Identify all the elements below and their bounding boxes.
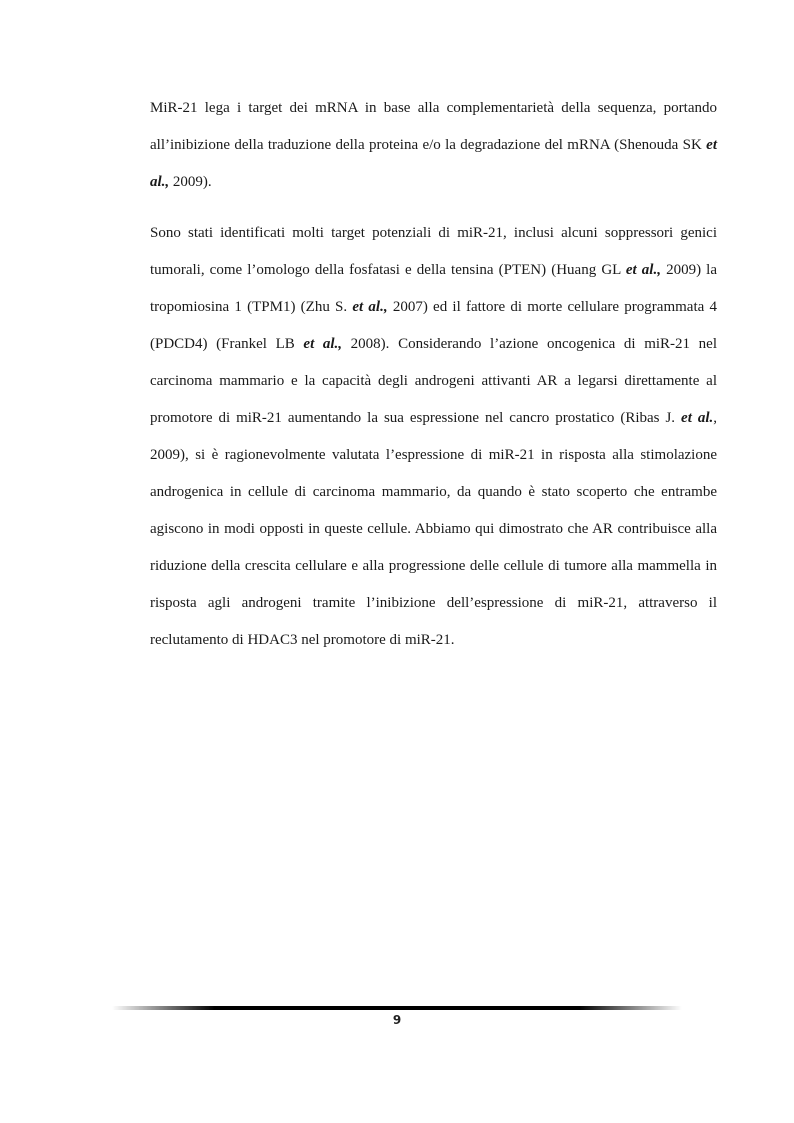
citation-et-al: et al.,	[150, 137, 717, 190]
citation-et-al: et al.,	[625, 262, 661, 278]
text-segment: 2008). Considerando l’azione oncogenica di miR-21 nel carcinoma mammario e la capacità degli androgeni attivanti AR a legarsi direttamente al promotore di miR-21 aumentando la sua espressione nel cancro prostatico (Ribas J.	[150, 336, 717, 426]
citation-et-al: et al.	[681, 410, 714, 426]
page-number: 9	[392, 1013, 402, 1027]
text-segment: Sono stati identificati molti target potenziali di miR-21, inclusi alcuni soppressori genici tumorali, come l’omologo della fosfatasi e della tensina (PTEN) (Huang GL	[150, 225, 717, 278]
paragraph-2	[150, 215, 717, 659]
citation-et-al: et al.,	[352, 299, 388, 315]
citation-et-al: et al.,	[303, 336, 343, 352]
text-segment: 2007) ed il fattore di morte cellulare programmata 4 (PDCD4) (Frankel LB	[150, 299, 717, 352]
text-segment: MiR-21 lega i target dei mRNA in base alla complementarietà della sequenza, portando all’inibizione della traduzione della proteina e/o la degradazione del mRNA (Shenouda SK	[150, 100, 717, 153]
paragraph-1	[150, 90, 717, 201]
text-segment: 2009) la tropomiosina 1 (TPM1) (Zhu S.	[150, 262, 717, 315]
body-text	[150, 90, 717, 673]
footer-divider	[112, 1006, 682, 1010]
text-segment: 2009).	[169, 174, 212, 190]
text-segment: , 2009), si è ragionevolmente valutata l’espressione di miR-21 in risposta alla stimolazione androgenica in cellule di carcinoma mammario, da quando è stato scoperto che entrambe agiscono in modi opposti in queste cellule. Abbiamo qui dimostrato che AR contribuisce alla riduzione della crescita cellulare e alla progressione delle cellule di tumore alla mammella in risposta agli androgeni tramite l’inibizione dell’espressione di miR-21, attraverso il reclutamento di HDAC3 nel promotore di miR-21.	[150, 410, 717, 648]
